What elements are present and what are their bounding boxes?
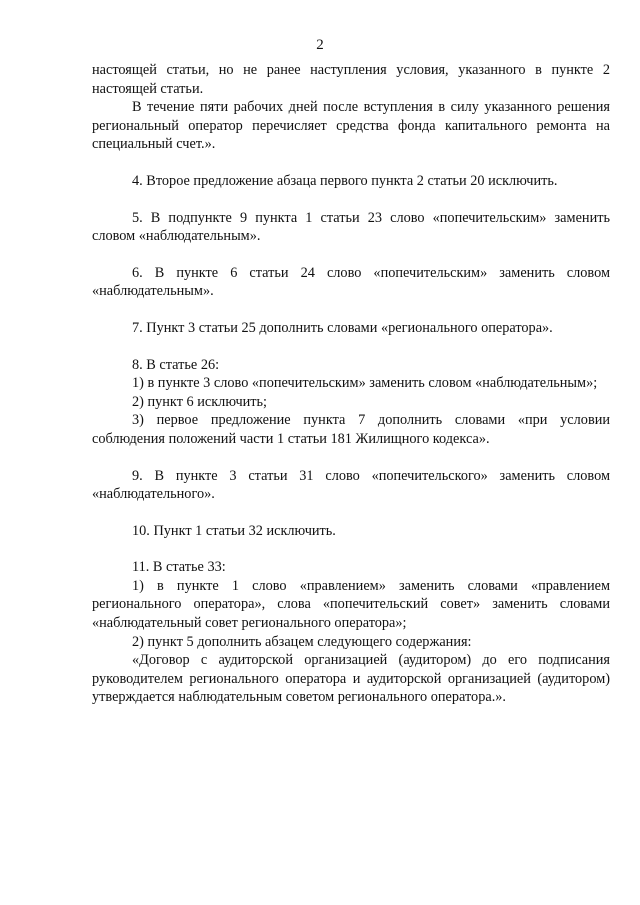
paragraph-item-5: 5. В подпункте 9 пункта 1 статьи 23 слово «попечительским» заменить словом «наблюдательным». [92,209,610,245]
document-body [92,61,610,707]
paragraph-item-8-sub-2: 2) пункт 6 исключить; [132,393,268,410]
page-number: 2 [316,37,324,53]
paragraph-item-7: 7. Пункт 3 статьи 25 дополнить словами «регионального оператора». [132,319,553,336]
paragraph-item-11-sub-1: 1) в пункте 1 слово «правлением» заменить словами «правлением регионального оператора», слова «попечительский совет» заменить словами «наблюдательный совет регионального оператора»; [92,577,610,632]
paragraph-item-9: 9. В пункте 3 статьи 31 слово «попечительского» заменить словом «наблюдательного». [92,467,610,503]
paragraph-item-8-sub-3: 3) первое предложение пункта 7 дополнить словами «при условии соблюдения положений части 1 статьи 181 Жилищного кодекса». [92,412,610,447]
paragraph-item-11-quote: «Договор с аудиторской организацией (аудитором) до его подписания руководителем регионального оператора и аудиторской организацией (аудитором) утверждается наблюдательным советом регионального оператора.». [92,652,610,706]
paragraph-item-10: 10. Пункт 1 статьи 32 исключить. [132,522,336,539]
paragraph-item-11: 11. В статье 33: [132,559,226,576]
paragraph-item-4: 4. Второе предложение абзаца первого пункта 2 статьи 20 исключить. [132,172,558,189]
paragraph-continuation: настоящей статьи, но не ранее наступления условия, указанного в пункте 2 настоящей статьи. [92,62,610,97]
paragraph-item-8-sub-1: 1) в пункте 3 слово «попечительским» заменить словом «наблюдательным»; [132,375,598,392]
paragraph-item-8: 8. В статье 26: [132,356,220,373]
paragraph-item-11-sub-2: 2) пункт 5 дополнить абзацем следующего содержания: [132,633,472,650]
paragraph-transfer-funds: В течение пяти рабочих дней после вступления в силу указанного решения региональный оператор перечисляет средства фонда капитального ремонта на специальный счет.». [92,99,610,153]
paragraph-item-6: 6. В пункте 6 статьи 24 слово «попечительским» заменить словом «наблюдательным». [92,264,610,300]
